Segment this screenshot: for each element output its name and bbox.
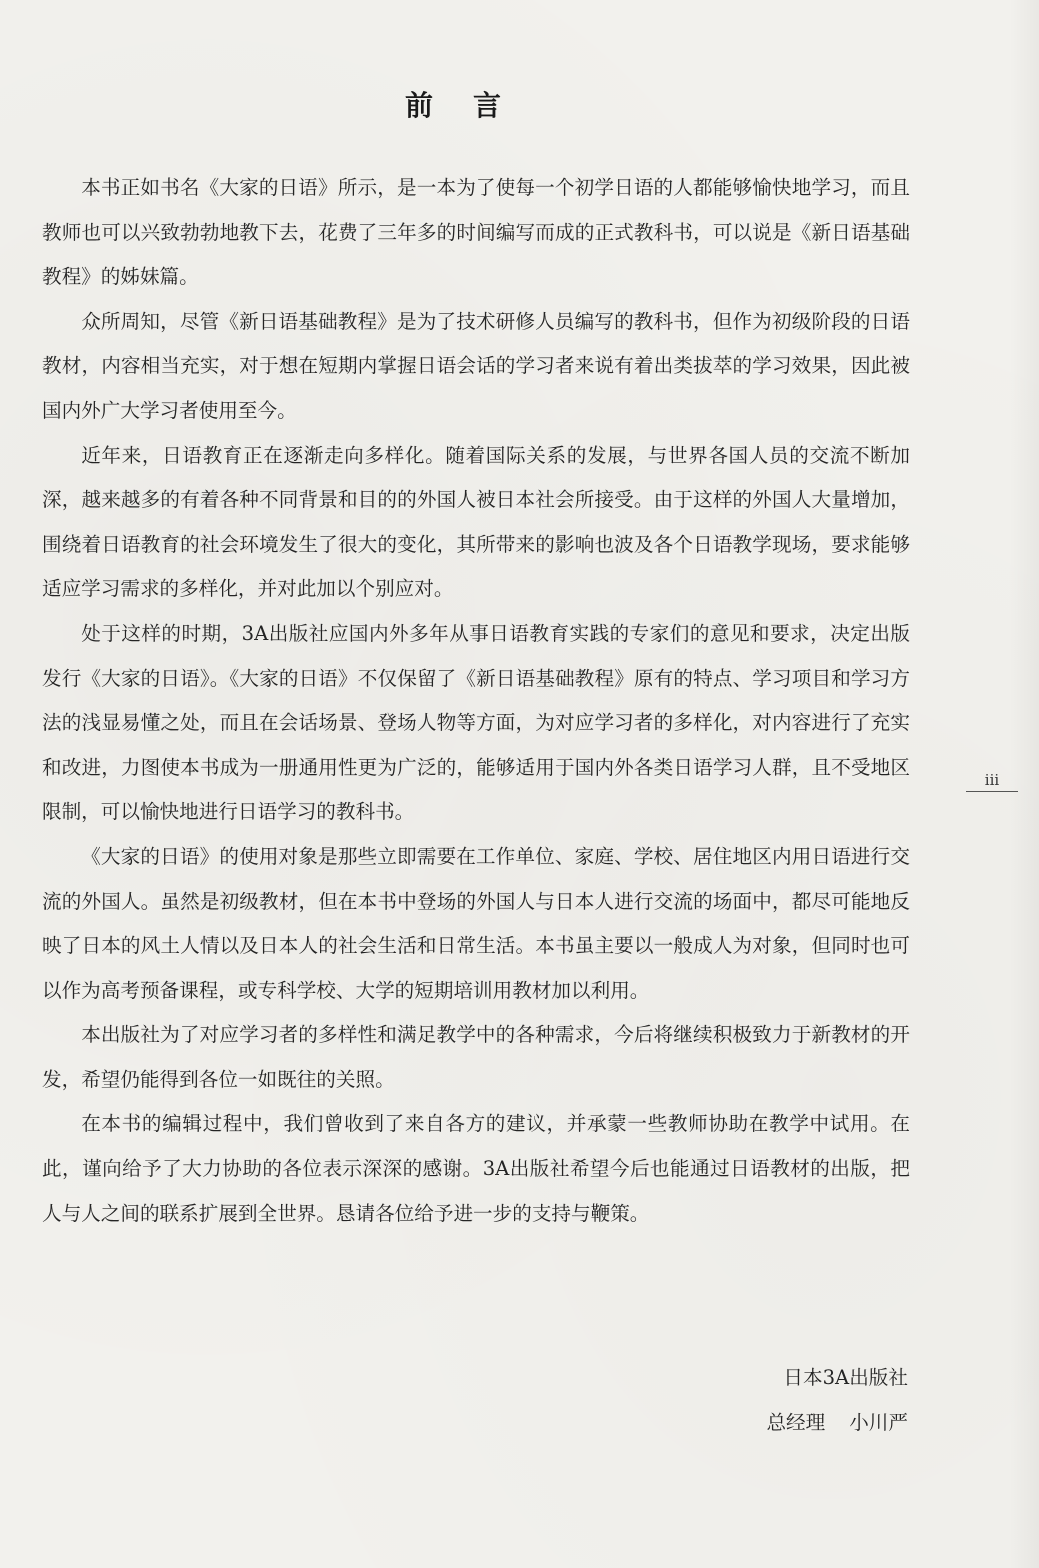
preface-body (42, 166, 910, 1236)
page-number: iii (984, 771, 1000, 789)
signature-name: 小川严 (849, 1411, 908, 1434)
paragraph-7: 在本书的编辑过程中，我们曾收到了来自各方的建议，并承蒙一些教师协助在教学中试用。在此，谨向给予了大力协助的各位表示深深的感谢。3A出版社希望今后也能通过日语教材的出版，把人与人之间的联系扩展到全世界。恳请各位给予进一步的支持与鞭策。 (42, 1112, 910, 1225)
signature-position: 总经理 (766, 1411, 826, 1434)
signature-organization: 日本3A出版社 (783, 1366, 908, 1389)
page-title: 前言 (404, 89, 541, 122)
paragraph-2: 众所周知，尽管《新日语基础教程》是为了技术研修人员编写的教科书，但作为初级阶段的日语教材，内容相当充实，对于想在短期内掌握日语会话的学习者来说有着出类拔萃的学习效果，因此被国内外广大学习者使用至今。 (42, 309, 910, 422)
signature-person (608, 1406, 908, 1435)
paragraph-3: 近年来，日语教育正在逐渐走向多样化。随着国际关系的发展，与世界各国人员的交流不断加深，越来越多的有着各种不同背景和目的的外国人被日本社会所接受。由于这样的外国人大量增加，围绕着日语教育的社会环境发生了很大的变化，其所带来的影响也波及各个日语教学现场，要求能够适应学习需求的多样化，并对此加以个别应对。 (42, 443, 910, 601)
paragraph-6: 本出版社为了对应学习者的多样性和满足教学中的各种需求，今后将继续积极致力于新教材的开发，希望仍能得到各位一如既往的关照。 (42, 1023, 910, 1091)
paragraph-5: 《大家的日语》的使用对象是那些立即需要在工作单位、家庭、学校、居住地区内用日语进行交流的外国人。虽然是初级教材，但在本书中登场的外国人与日本人进行交流的场面中，都尽可能地反映了日本的风土人情以及日本人的社会生活和日常生活。本书虽主要以一般成人为对象，但同时也可以作为高考预备课程，或专科学校、大学的短期培训用教材加以利用。 (42, 844, 910, 1002)
paragraph-1: 本书正如书名《大家的日语》所示，是一本为了使每一个初学日语的人都能够愉快地学习，而且教师也可以兴致勃勃地教下去，花费了三年多的时间编写而成的正式教科书，可以说是《新日语基础教程》的姊妹篇。 (42, 176, 910, 289)
page-number-rule (966, 791, 1018, 792)
paragraph-4: 处于这样的时期，3A出版社应国内外多年从事日语教育实践的专家们的意见和要求，决定出版发行《大家的日语》。《大家的日语》不仅保留了《新日语基础教程》原有的特点、学习项目和学习方法的浅显易懂之处，而且在会话场景、登场人物等方面，为对应学习者的多样化，对内容进行了充实和改进，力图使本书成为一册通用性更为广泛的，能够适用于国内外各类日语学习人群，且不受地区限制，可以愉快地进行日语学习的教科书。 (42, 621, 910, 824)
